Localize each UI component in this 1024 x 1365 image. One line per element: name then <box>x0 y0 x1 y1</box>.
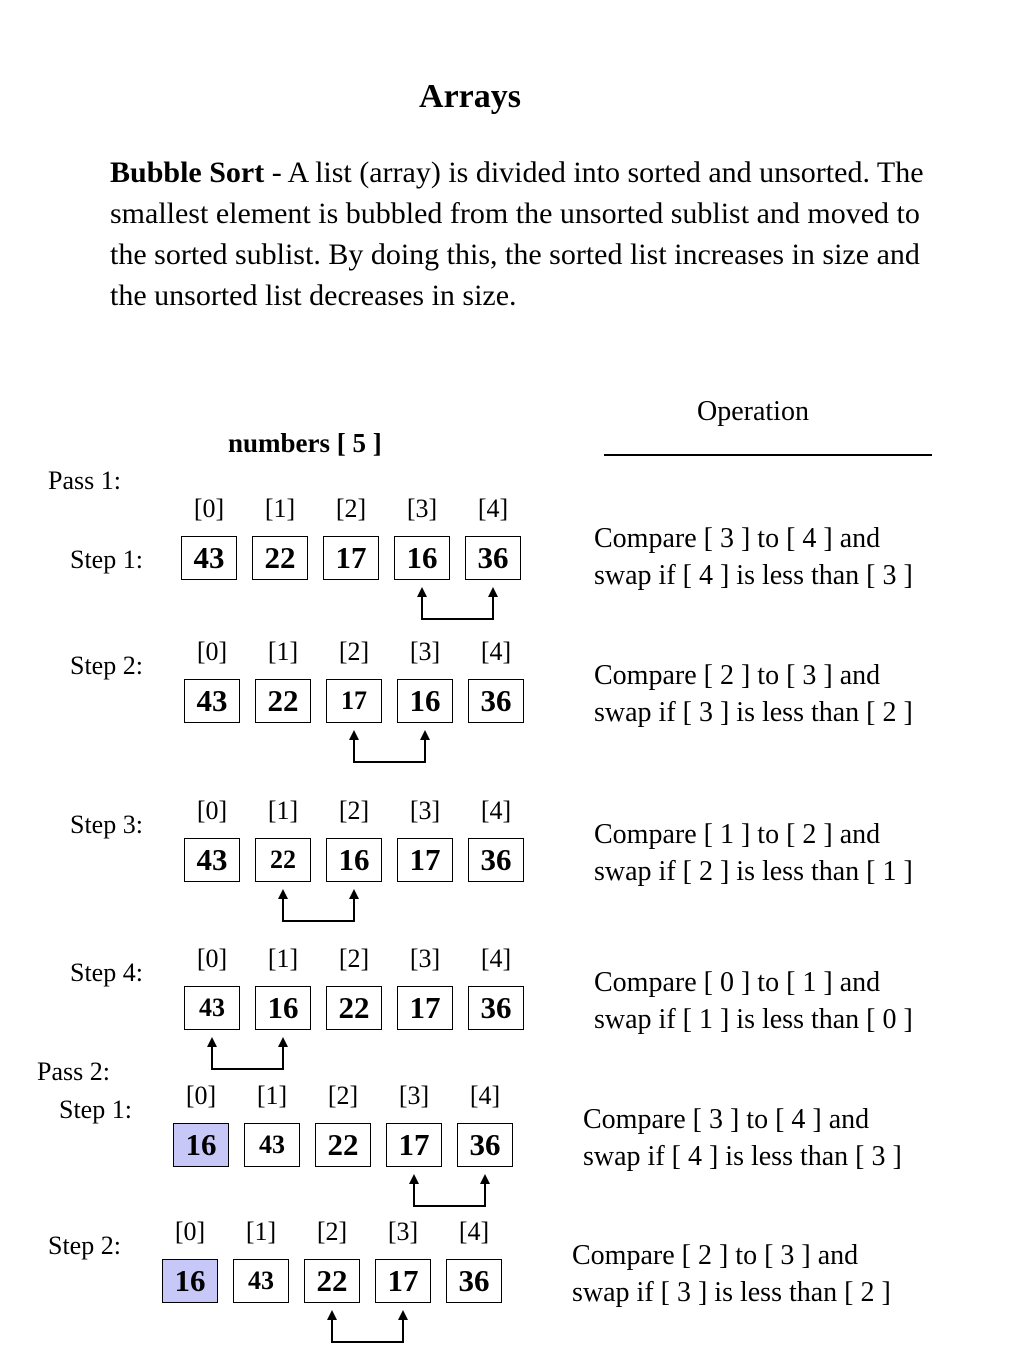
array-title: numbers [ 5 ] <box>228 428 382 458</box>
operation-line: swap if [ 4 ] is less than [ 3 ] <box>594 560 913 591</box>
array-cell: 22 <box>315 1123 371 1167</box>
array-cell: 16 <box>255 986 311 1030</box>
array-cell: 43 <box>233 1259 289 1303</box>
index-label: [2] <box>327 1081 359 1110</box>
operation-line: Compare [ 3 ] to [ 4 ] and <box>594 523 881 554</box>
array-cell: 17 <box>397 838 453 882</box>
array-cell: 43 <box>184 838 240 882</box>
index-label: [1] <box>267 796 299 825</box>
operation-line: swap if [ 4 ] is less than [ 3 ] <box>583 1141 902 1172</box>
index-label: [0] <box>196 637 228 666</box>
array-cell: 17 <box>326 679 382 723</box>
array-cell: 36 <box>457 1123 513 1167</box>
array-cell: 22 <box>255 679 311 723</box>
array-cell: 22 <box>252 536 308 580</box>
operation-line: swap if [ 2 ] is less than [ 1 ] <box>594 856 913 887</box>
pass-label-1: Pass 1: <box>48 466 121 495</box>
compare-connector-icon <box>184 1037 524 1077</box>
operation-line: Compare [ 2 ] to [ 3 ] and <box>594 660 881 691</box>
compare-connector-icon <box>184 730 524 770</box>
compare-connector-icon <box>181 587 521 627</box>
array-cell: 16 <box>394 536 450 580</box>
index-label: [3] <box>409 944 441 973</box>
pass1-step1-operation <box>594 520 913 594</box>
operation-underline <box>604 454 932 456</box>
pass2-step1-label: Step 1: <box>59 1095 132 1124</box>
intro-text: - A list (array) is divided into sorted and unsorted. The smallest element is bubbled from the unsorted sublist and moved to the sorted sublist. By doing this, the sorted list increases in size and the unsorted list decreases in size. <box>110 156 924 312</box>
array-cell: 16 <box>397 679 453 723</box>
index-label: [3] <box>409 637 441 666</box>
intro-paragraph <box>110 152 950 316</box>
index-label: [2] <box>335 494 367 523</box>
pass1-step3-operation <box>594 816 913 890</box>
array-cell: 16 <box>162 1259 218 1303</box>
operation-line: Compare [ 3 ] to [ 4 ] and <box>583 1104 870 1135</box>
index-label: [4] <box>480 796 512 825</box>
pass1-step4-label: Step 4: <box>70 958 143 987</box>
index-label: [1] <box>256 1081 288 1110</box>
operation-line: Compare [ 1 ] to [ 2 ] and <box>594 819 881 850</box>
index-label: [1] <box>267 944 299 973</box>
index-label: [0] <box>193 494 225 523</box>
operation-line: Compare [ 0 ] to [ 1 ] and <box>594 967 881 998</box>
operation-header: Operation <box>697 396 809 427</box>
index-label: [2] <box>338 637 370 666</box>
pass1-step2-array <box>184 637 524 777</box>
pass1-step2-operation <box>594 657 913 731</box>
array-cell: 36 <box>468 986 524 1030</box>
index-label: [2] <box>338 944 370 973</box>
array-cell: 43 <box>184 986 240 1030</box>
compare-connector-icon <box>162 1310 502 1350</box>
array-cell: 22 <box>304 1259 360 1303</box>
pass2-step1-array <box>173 1081 513 1221</box>
operation-line: swap if [ 1 ] is less than [ 0 ] <box>594 1004 913 1035</box>
pass1-step3-array <box>184 796 524 936</box>
compare-connector-icon <box>173 1174 513 1214</box>
index-label: [3] <box>406 494 438 523</box>
index-label: [3] <box>398 1081 430 1110</box>
array-cell: 36 <box>468 679 524 723</box>
index-label: [2] <box>338 796 370 825</box>
index-label: [0] <box>185 1081 217 1110</box>
index-label: [1] <box>264 494 296 523</box>
page-title: Arrays <box>419 78 521 115</box>
array-cell: 36 <box>468 838 524 882</box>
index-label: [4] <box>480 944 512 973</box>
pass1-step3-label: Step 3: <box>70 810 143 839</box>
operation-line: swap if [ 3 ] is less than [ 2 ] <box>572 1277 891 1308</box>
array-cell: 22 <box>326 986 382 1030</box>
array-cell: 22 <box>255 838 311 882</box>
index-label: [3] <box>409 796 441 825</box>
index-label: [0] <box>196 796 228 825</box>
array-cell: 36 <box>446 1259 502 1303</box>
pass2-step2-operation <box>572 1237 891 1311</box>
pass1-step1-label: Step 1: <box>70 545 143 574</box>
index-label: [1] <box>267 637 299 666</box>
index-label: [0] <box>196 944 228 973</box>
pass2-step2-label: Step 2: <box>48 1231 121 1260</box>
array-cell: 43 <box>244 1123 300 1167</box>
array-cell: 16 <box>326 838 382 882</box>
index-label: [0] <box>174 1217 206 1246</box>
intro-term: Bubble Sort <box>110 156 265 189</box>
operation-line: swap if [ 3 ] is less than [ 2 ] <box>594 697 913 728</box>
pass-label-2: Pass 2: <box>37 1057 110 1086</box>
pass1-step1-array <box>181 494 521 634</box>
pass1-step4-operation <box>594 964 913 1038</box>
array-cell: 36 <box>465 536 521 580</box>
index-label: [4] <box>469 1081 501 1110</box>
index-label: [4] <box>480 637 512 666</box>
index-label: [2] <box>316 1217 348 1246</box>
array-cell: 16 <box>173 1123 229 1167</box>
compare-connector-icon <box>184 889 524 929</box>
index-label: [4] <box>477 494 509 523</box>
array-cell: 43 <box>181 536 237 580</box>
index-label: [4] <box>458 1217 490 1246</box>
pass1-step4-array <box>184 944 524 1084</box>
array-cell: 43 <box>184 679 240 723</box>
operation-line: Compare [ 2 ] to [ 3 ] and <box>572 1240 859 1271</box>
index-label: [3] <box>387 1217 419 1246</box>
array-cell: 17 <box>375 1259 431 1303</box>
array-cell: 17 <box>397 986 453 1030</box>
index-label: [1] <box>245 1217 277 1246</box>
array-cell: 17 <box>386 1123 442 1167</box>
pass2-step2-array <box>162 1217 502 1357</box>
array-cell: 17 <box>323 536 379 580</box>
pass2-step1-operation <box>583 1101 902 1175</box>
pass1-step2-label: Step 2: <box>70 651 143 680</box>
